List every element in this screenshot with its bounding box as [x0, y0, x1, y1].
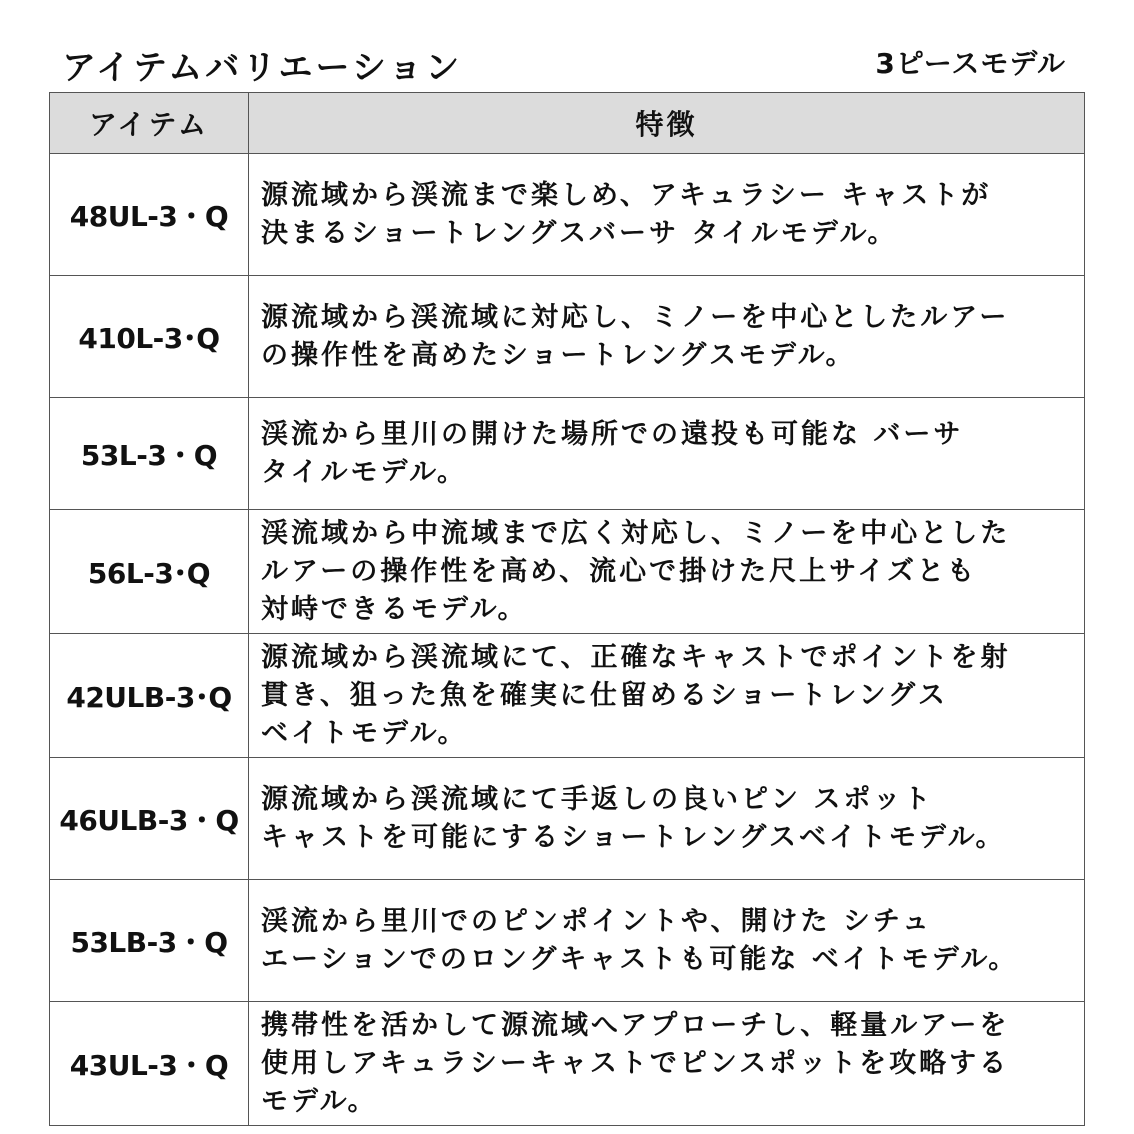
table-row [50, 758, 1085, 880]
item-name: 53L-3・Q [50, 398, 249, 510]
item-feature: 渓流から里川の開けた場所での遠投も可能な バーサ タイルモデル。 [249, 398, 1085, 510]
table-row [50, 1002, 1085, 1126]
table-row [50, 398, 1085, 510]
item-feature: 渓流から里川でのピンポイントや、開けた シチュ エーションでのロングキャストも可能な ベイトモデル。 [249, 880, 1085, 1002]
item-name: 42ULB-3･Q [50, 634, 249, 758]
table-row [50, 510, 1085, 634]
item-name: 56L-3･Q [50, 510, 249, 634]
item-name: 53LB-3・Q [50, 880, 249, 1002]
item-feature: 源流域から渓流まで楽しめ、アキュラシー キャストが 決まるショートレングスバーサ タイルモデル。 [249, 154, 1085, 276]
table-row [50, 634, 1085, 758]
item-feature: 携帯性を活かして源流域へアプローチし、軽量ルアーを 使用しアキュラシーキャストでピンスポットを攻略する モデル。 [249, 1002, 1085, 1126]
page-title: アイテムバリエーション [62, 48, 463, 88]
table-header-row [50, 93, 1085, 154]
column-header-feature: 特徴 [249, 93, 1085, 154]
item-feature: 源流域から渓流域にて、正確なキャストでポイントを射 貫き、狙った魚を確実に仕留めるショートレングス ベイトモデル。 [249, 634, 1085, 758]
item-name: 410L-3･Q [50, 276, 249, 398]
table-row [50, 154, 1085, 276]
item-variation-table [49, 92, 1085, 1126]
item-name: 46ULB-3・Q [50, 758, 249, 880]
item-name: 43UL-3・Q [50, 1002, 249, 1126]
item-feature: 源流域から渓流域にて手返しの良いピン スポット キャストを可能にするショートレングスベイトモデル。 [249, 758, 1085, 880]
item-feature: 渓流域から中流域まで広く対応し、ミノーを中心とした ルアーの操作性を高め、流心で掛けた尺上サイズとも 対峙できるモデル。 [249, 510, 1085, 634]
column-header-item: アイテム [50, 93, 249, 154]
model-type-label: 3ピースモデル [875, 47, 1066, 80]
table-row [50, 880, 1085, 1002]
item-feature: 源流域から渓流域に対応し、ミノーを中心としたルアー の操作性を高めたショートレングスモデル。 [249, 276, 1085, 398]
table-row [50, 276, 1085, 398]
item-name: 48UL-3・Q [50, 154, 249, 276]
